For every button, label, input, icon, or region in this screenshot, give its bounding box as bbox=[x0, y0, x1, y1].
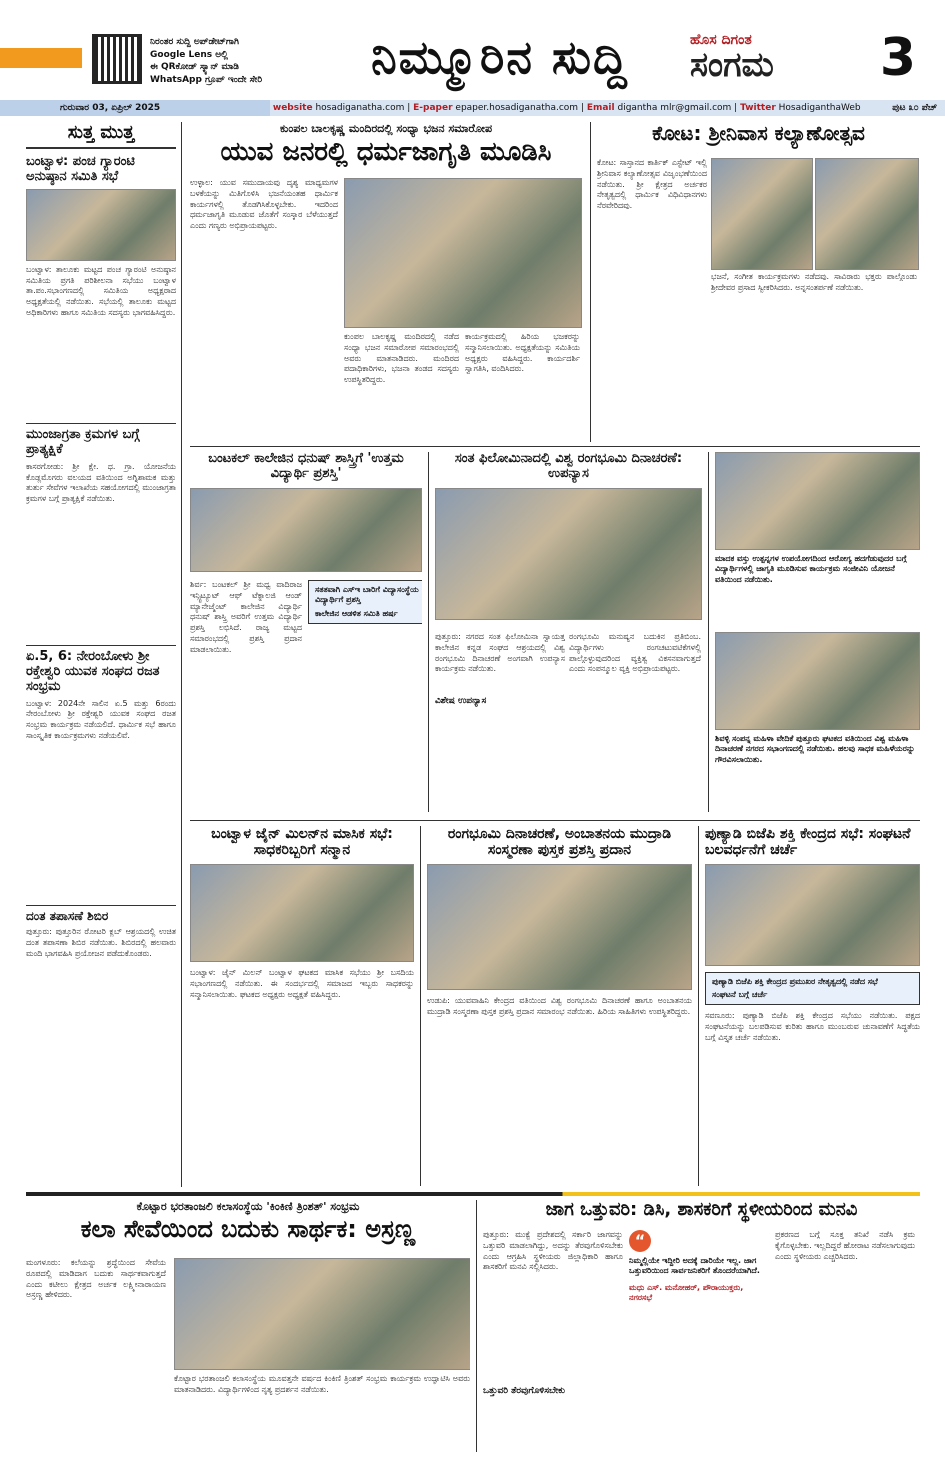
dhanush-photo bbox=[190, 488, 422, 572]
theatre-story bbox=[428, 452, 702, 812]
right-photo-stack bbox=[708, 452, 920, 812]
website-link[interactable]: hosadiganatha.com bbox=[315, 103, 405, 113]
twitter-link[interactable]: HosadiganthaWeb bbox=[778, 103, 861, 113]
main1-headline: ಯುವ ಜನರಲ್ಲಿ ಧರ್ಮಜಾಗೃತಿ ಮೂಡಿಸಿ bbox=[220, 137, 552, 167]
issue-date: ಗುರುವಾರ 03, ಏಪ್ರಿಲ್ 2025 bbox=[0, 100, 270, 116]
info-bar: ಗುರುವಾರ 03, ಏಪ್ರಿಲ್ 2025 website hosadiganatha.com | E-paper epaper.hosadiganatha.com | Email digantha mlr@gmail.com | Twitter HosadiganthaWeb ಪುಟ ೩೦ ಪೆಚ್ bbox=[0, 100, 945, 116]
dhanush-box-item-1: ಸತತವಾಗಿ ಎಸ್‌ಇ ಬಾರಿಗೆ ವಿದ್ಯಾಸಂಸ್ಥೆಯ ವಿದ್ಯಾರ್ಥಿಗೆ ಪ್ರಶಸ್ತಿ bbox=[315, 585, 419, 604]
bjp-highlight-box bbox=[705, 972, 920, 1005]
main1-body-1: ಉಳ್ಳಾಲ: ಯುವ ಸಮುದಾಯವು ದೃಶ್ಯ ಮಾಧ್ಯಮಗಳ ಬಳಕೆಯನ್ನು ಮಿತಿಗೊಳಿಸಿ ಭಜನೆಯಂತಹ ಧಾರ್ಮಿಕ ಕಾರ್ಯಗಳಲ್ಲಿ ತೊಡಗಿಸಿಕೊಳ್ಳಬೇಕು. ಇದರಿಂದ ಧರ್ಮಜಾಗೃತಿ ಮೂಡುವ ಜೊತೆಗೆ ಸಂಸ್ಕಾರ ಬೆಳೆಯುತ್ತದೆ ಎಂದು ಗಣ್ಯರು ಅಭಿಪ್ರಾಯಪಟ್ಟರು. bbox=[190, 178, 338, 231]
epaper-label: E-paper bbox=[413, 103, 453, 113]
kala-photo bbox=[174, 1258, 470, 1370]
bjp-box-item-2: ಸಂಘಟನೆ ಬಗ್ಗೆ ಚರ್ಚೆ bbox=[712, 990, 768, 1000]
jaga-subhead: ಒತ್ತುವರಿ ತೆರವುಗೊಳಿಸಬೇಕು bbox=[483, 1386, 566, 1396]
theatre-body-2: ರಂಗಭೂಮಿ ಮನುಷ್ಯನ ಬದುಕಿನ ಪ್ರತಿಬಿಂಬ. ವಿದ್ಯಾರ್ಥಿಗಳು ರಂಗಚಟುವಟಿಕೆಗಳಲ್ಲಿ ಪಾಲ್ಗೊಳ್ಳುವುದರಿಂದ ವ್ಯಕ್ತಿತ್ವ ವಿಕಸನವಾಗುತ್ತದೆ ಎಂದು ಸಂಪನ್ಮೂಲ ವ್ಯಕ್ತಿ ಅಭಿಪ್ರಾಯಪಟ್ಟರು. bbox=[569, 632, 701, 674]
sutta-headline-4: ದಂತ ತಪಾಸಣೆ ಶಿಬಿರ bbox=[26, 905, 176, 924]
jain-story bbox=[190, 826, 414, 1186]
kota-photo-1 bbox=[711, 158, 813, 270]
kala-headline: ಕಲಾ ಸೇವೆಯಿಂದ ಬದುಕು ಸಾರ್ಥಕ: ಅಸ್ರಣ್ಣ bbox=[80, 1215, 416, 1243]
sutta-headline-1: ಬಂಟ್ವಾಳ: ಪಂಚ ಗ್ಯಾರಂಟಿ ಅನುಷ್ಠಾನ ಸಮಿತಿ ಸಭೆ bbox=[26, 154, 135, 184]
main1-body-3: ಕಾರ್ಯಕ್ರಮದಲ್ಲಿ ಹಿರಿಯ ಭಜಕರನ್ನು ಸನ್ಮಾನಿಸಲಾಯಿತು. ಅಧ್ಯಕ್ಷತೆಯನ್ನು ಸಮಿತಿಯ ಅಧ್ಯಕ್ಷರು ವಹಿಸಿದ್ದರು. ಕಾರ್ಯದರ್ಶಿ ಸ್ವಾಗತಿಸಿ, ವಂದಿಸಿದರು. bbox=[465, 332, 580, 374]
right-caption-1: ಮಾದಕ ವಸ್ತು ಉತ್ಪನ್ನಗಳ ಉಪಯೋಗದಿಂದ ಆರೋಗ್ಯ ಹದಗೆಡುವುದರ ಬಗ್ಗೆ ವಿದ್ಯಾರ್ಥಿಗಳಲ್ಲಿ ಜಾಗೃತಿ ಮೂಡಿಸುವ ಕಾರ್ಯಕ್ರಮ ಸಂಜೀವಿನಿ ಯೋಜನೆ ವತಿಯಿಂದ ನಡೆಯಿತು. bbox=[715, 554, 907, 584]
dhanush-story bbox=[190, 452, 422, 812]
right-photo-1 bbox=[715, 452, 920, 550]
bjp-headline: ಪುಣ್ಯಾಡಿ ಬಿಜೆಪಿ ಶಕ್ತಿ ಕೇಂದ್ರದ ಸಭೆ: ಸಂಘಟನೆ ಬಲವರ್ಧನೆಗೆ ಚರ್ಚೆ bbox=[705, 826, 911, 859]
jaga-quote-box bbox=[629, 1230, 769, 1380]
brand-block bbox=[690, 32, 860, 85]
kala-story bbox=[26, 1200, 470, 1452]
ambatanaya-story bbox=[420, 826, 692, 1186]
main1-body-2: ಕುಂಪಲ ಬಾಲಕೃಷ್ಣ ಮಂದಿರದಲ್ಲಿ ನಡೆದ ಸಂಧ್ಯಾ ಭಜನ ಸಮಾರೋಪ ಸಮಾರಂಭದಲ್ಲಿ ಅವರು ಮಾತನಾಡಿದರು. ಮಂದಿರದ ಪದಾಧಿಕಾರಿಗಳು, ಭಜನಾ ತಂಡದ ಸದಸ್ಯರು ಉಪಸ್ಥಿತರಿದ್ದರು. bbox=[344, 332, 459, 385]
kala-body-2: ಕೊಟ್ಟಾರ ಭರತಾಂಜಲಿ ಕಲಾಸಂಸ್ಥೆಯ ಮೂವತ್ತನೇ ವರ್ಷದ ಕಿಂಕಿಣಿ ತ್ರಿಂಶತ್ ಸಂಭ್ರಮ ಕಾರ್ಯಕ್ರಮ ಉದ್ಘಾಟಿಸಿ ಅವರು ಮಾತನಾಡಿದರು. ವಿದ್ಯಾರ್ಥಿಗಳಿಂದ ನೃತ್ಯ ಪ್ರದರ್ಶನ ನಡೆಯಿತು. bbox=[174, 1374, 470, 1394]
jain-body: ಬಂಟ್ವಾಳ: ಜೈನ್ ಮಿಲನ್ ಬಂಟ್ವಾಳ ಘಟಕದ ಮಾಸಿಕ ಸಭೆಯು ಶ್ರೀ ಬಸದಿಯ ಸಭಾಂಗಣದಲ್ಲಿ ನಡೆಯಿತು. ಈ ಸಂದರ್ಭದಲ್ಲಿ ಸಮಾಜದ ಇಬ್ಬರು ಸಾಧಕರನ್ನು ಸನ್ಮಾನಿಸಲಾಯಿತು. ಘಟಕದ ಅಧ್ಯಕ್ಷರು ಅಧ್ಯಕ್ಷತೆ ವಹಿಸಿದ್ದರು. bbox=[190, 968, 414, 999]
jaga-quote-author: ಮಧು ಎಸ್. ಮನೋಹರ್, ಪೌರಾಯುಕ್ತರು, ನಗರಸಭೆ bbox=[629, 1282, 744, 1302]
jaga-quote: ನಿಮ್ಮಲ್ಲಿಯೇ ಇದ್ದೀರಿ ಅದಕ್ಕೆ ದಾರಿಯೇ ಇಲ್ಲ. ಜಾಗ ಒತ್ತುವರಿಯಿಂದ ಸಾರ್ವಜನಿಕರಿಗೆ ತೊಂದರೆಯಾಗಿದೆ. bbox=[629, 1256, 760, 1276]
masthead bbox=[0, 0, 945, 100]
promo-line-2: Google Lens ಅಲ್ಲಿ bbox=[150, 49, 228, 60]
sutta-body-3: ಬಂಟ್ವಾಳ: 2024ನೇ ಸಾಲಿನ ಏ.5 ಮತ್ತು 6ರಂದು ನೇರಂಬೋಳು ಶ್ರೀ ರಕ್ತೇಶ್ವರಿ ಯುವಕ ಸಂಘದ ರಜತ ಸಂಭ್ರಮ ಕಾರ್ಯಕ್ರಮ ನಡೆಯಲಿದೆ. ಧಾರ್ಮಿಕ ಸಭೆ ಹಾಗೂ ಸಾಂಸ್ಕೃತಿಕ ಕಾರ್ಯಕ್ರಮಗಳು ನಡೆಯಲಿವೆ. bbox=[26, 698, 176, 740]
main-story-1 bbox=[190, 122, 582, 442]
dhanush-body: ಶಿರ್ವ: ಬಂಟಕಲ್ ಶ್ರೀ ಮಧ್ವ ವಾದಿರಾಜ ಇನ್ಸ್ಟಿಟ್ಯೂಟ್ ಆಫ್ ಟೆಕ್ನಾಲಜಿ ಆಂಡ್ ಮ್ಯಾನೇಜ್ಮೆಂಟ್ ಕಾಲೇಜಿನ ವಿದ್ಯಾರ್ಥಿ ಧನುಷ್ ಶಾಸ್ತ್ರಿ ಅವರಿಗೆ ಉತ್ತಮ ವಿದ್ಯಾರ್ಥಿ ಪ್ರಶಸ್ತಿ ಲಭಿಸಿದೆ. ರಾಜ್ಯ ಮಟ್ಟದ ಸಮಾರಂಭದಲ್ಲಿ ಪ್ರಶಸ್ತಿ ಪ್ರದಾನ ಮಾಡಲಾಯಿತು. bbox=[190, 580, 302, 654]
promo-line-4: WhatsApp ಗ್ರೂಪ್ ಇಂದೇ ಸೇರಿ bbox=[150, 74, 263, 85]
orange-accent-bar bbox=[0, 48, 82, 68]
theatre-subhead: ವಿಶೇಷ ಉಪನ್ಯಾಸ bbox=[435, 696, 487, 706]
jaga-story bbox=[476, 1200, 920, 1452]
twitter-label: Twitter bbox=[740, 103, 776, 113]
section-divider bbox=[190, 446, 920, 447]
sutta-photo-1 bbox=[26, 189, 176, 261]
email-link[interactable]: digantha mlr@gmail.com bbox=[617, 103, 732, 113]
website-label: website bbox=[272, 103, 313, 113]
kala-kicker: ಕೊಟ್ಟಾರ ಭರತಾಂಜಲಿ ಕಲಾಸಂಸ್ಥೆಯ 'ಕಿಂಕಿಣಿ ತ್ರಿಂಶತ್' ಸಂಭ್ರಮ bbox=[136, 1200, 360, 1213]
brand-small: ಹೊಸ ದಿಗಂತ bbox=[690, 32, 752, 48]
dhanush-highlight-box bbox=[308, 580, 422, 624]
theatre-headline: ಸಂತ ಫಿಲೋಮಿನಾದಲ್ಲಿ ವಿಶ್ವ ರಂಗಭೂಮಿ ದಿನಾಚರಣೆ: ಉಪನ್ಯಾಸ bbox=[454, 452, 683, 481]
jain-photo bbox=[190, 864, 414, 962]
promo-line-1: ನಿರಂತರ ಸುದ್ದಿ ಅಪ್‌ಡೇಟ್‌ಗಾಗಿ bbox=[150, 37, 239, 47]
epaper-link[interactable]: epaper.hosadiganatha.com bbox=[455, 103, 579, 113]
jain-headline: ಬಂಟ್ವಾಳ ಜೈನ್ ಮಿಲನ್‌ನ ಮಾಸಿಕ ಸಭೆ: ಸಾಧಕರಿಬ್ಬರಿಗೆ ಸನ್ಮಾನ bbox=[211, 826, 393, 859]
sutta-headline-3: ಏ.5, 6: ನೇರಂಬೋಳು ಶ್ರೀ ರಕ್ತೇಶ್ವರಿ ಯುವಕ ಸಂಘದ ರಜತ ಸಂಭ್ರಮ bbox=[26, 645, 176, 695]
quote-icon: “ bbox=[629, 1230, 651, 1252]
email-label: Email bbox=[586, 103, 615, 113]
main1-photo bbox=[344, 178, 582, 328]
bjp-body: ಸವಣೂರು: ಪುಣ್ಯಾಡಿ ಬಿಜೆಪಿ ಶಕ್ತಿ ಕೇಂದ್ರದ ಸಭೆಯು ನಡೆಯಿತು. ಪಕ್ಷದ ಸಂಘಟನೆಯನ್ನು ಬಲಪಡಿಸುವ ಕುರಿತು ಹಾಗೂ ಮುಂಬರುವ ಚುನಾವಣೆಗೆ ಸಿದ್ಧತೆಯ ಬಗ್ಗೆ ವಿಸ್ತೃತ ಚರ್ಚೆ ನಡೆಯಿತು. bbox=[705, 1011, 920, 1042]
brand-big: ಸಂಗಮ bbox=[690, 45, 774, 85]
page-number: 3 bbox=[879, 28, 917, 88]
jaga-body-2: ಪ್ರಕರಣದ ಬಗ್ಗೆ ಸೂಕ್ತ ತನಿಖೆ ನಡೆಸಿ ಕ್ರಮ ಕೈಗೊಳ್ಳಬೇಕು. ಇಲ್ಲದಿದ್ದರೆ ಹೋರಾಟ ನಡೆಸಲಾಗುವುದು ಎಂದು ಸ್ಥಳೀಯರು ಎಚ್ಚರಿಸಿದರು. bbox=[775, 1230, 915, 1261]
kota-photo-2 bbox=[815, 158, 919, 270]
sutta-headline-2: ಮುಂಜಾಗ್ರತಾ ಕ್ರಮಗಳ ಬಗ್ಗೆ ಪ್ರಾತ್ಯಕ್ಷಿಕೆ bbox=[26, 423, 176, 458]
bjp-story bbox=[698, 826, 920, 1186]
ambatanaya-headline: ರಂಗಭೂಮಿ ದಿನಾಚರಣೆ, ಅಂಬಾತನಯ ಮುದ್ರಾಡಿ ಸಂಸ್ಮರಣಾ ಪುಸ್ತಕ ಪ್ರಶಸ್ತಿ ಪ್ರದಾನ bbox=[447, 826, 672, 859]
column-divider bbox=[181, 122, 182, 1187]
right-photo-2 bbox=[715, 632, 920, 730]
sutta-column bbox=[26, 122, 176, 1187]
jaga-body-1: ಪುತ್ತೂರು: ಮುಕ್ವೆ ಪ್ರದೇಶದಲ್ಲಿ ಸರ್ಕಾರಿ ಜಾಗವನ್ನು ಒತ್ತುವರಿ ಮಾಡಲಾಗಿದ್ದು, ಅದನ್ನು ತೆರವುಗೊಳಿಸಬೇಕು ಎಂದು ಆಗ್ರಹಿಸಿ ಸ್ಥಳೀಯರು ಜಿಲ್ಲಾಧಿಕಾರಿ ಹಾಗೂ ಶಾಸಕರಿಗೆ ಮನವಿ ಸಲ್ಲಿಸಿದರು. bbox=[483, 1230, 623, 1272]
qr-code-icon bbox=[92, 34, 142, 84]
ambatanaya-body: ಉಡುಪಿ: ಯುವವಾಹಿನಿ ಕೇಂದ್ರದ ವತಿಯಿಂದ ವಿಶ್ವ ರಂಗಭೂಮಿ ದಿನಾಚರಣೆ ಹಾಗೂ ಅಂಬಾತನಯ ಮುದ್ರಾಡಿ ಸಂಸ್ಮರಣಾ ಪುಸ್ತಕ ಪ್ರಶಸ್ತಿ ಪ್ರದಾನ ಸಮಾರಂಭ ನಡೆಯಿತು. ಹಿರಿಯ ಸಾಹಿತಿಗಳು ಉಪಸ್ಥಿತರಿದ್ದರು. bbox=[427, 996, 692, 1016]
bjp-photo bbox=[705, 864, 920, 966]
kota-body-1: ಕೋಟ: ಸಾಸ್ತಾನದ ಕಾರ್ತಿಕ್ ಎಸ್ಟೇಟ್ ಇಲ್ಲಿ ಶ್ರೀನಿವಾಸ ಕಲ್ಯಾಣೋತ್ಸವ ವಿಜೃಂಭಣೆಯಿಂದ ನಡೆಯಿತು. ಶ್ರೀ ಕ್ಷೇತ್ರದ ಅರ್ಚಕರ ನೇತೃತ್ವದಲ್ಲಿ ಧಾರ್ಮಿಕ ವಿಧಿವಿಧಾನಗಳು ನೆರವೇರಿದವು. bbox=[597, 158, 707, 211]
right-caption-2: ಶಿವಳ್ಳಿ ಸಂಪನ್ನ ಮಹಿಳಾ ವೇದಿಕೆ ಪುತ್ತೂರು ಘಟಕದ ವತಿಯಿಂದ ವಿಶ್ವ ಮಹಿಳಾ ದಿನಾಚರಣೆ ನಗರದ ಸಭಾಂಗಣದಲ್ಲಿ ನಡೆಯಿತು. ಹಲವು ಸಾಧಕ ಮಹಿಳೆಯರನ್ನು ಗೌರವಿಸಲಾಯಿತು. bbox=[715, 734, 915, 764]
theatre-body-1: ಪುತ್ತೂರು: ನಗರದ ಸಂತ ಫಿಲೋಮಿನಾ ಸ್ವಾಯತ್ತ ಕಾಲೇಜಿನ ಕನ್ನಡ ಸಂಘದ ಆಶ್ರಯದಲ್ಲಿ ವಿಶ್ವ ರಂಗಭೂಮಿ ದಿನಾಚರಣೆ ಅಂಗವಾಗಿ ಉಪನ್ಯಾಸ ಕಾರ್ಯಕ್ರಮ ನಡೆಯಿತು. bbox=[435, 632, 565, 674]
sutta-body-2: ಕಾಸರಗೋಡು: ಶ್ರೀ ಕ್ಷೇ. ಧ. ಗ್ರಾ. ಯೋಜನೆಯ ಕೊಡ್ಲಮೊಗರು ವಲಯದ ವತಿಯಿಂದ ಅಗ್ನಿಶಾಮಕ ಮತ್ತು ತುರ್ತು ಸೇವೆಗಳ ಇಲಾಖೆಯ ಸಹಯೋಗದಲ್ಲಿ ಮುಂಜಾಗ್ರತಾ ಕ್ರಮಗಳ ಬಗ್ಗೆ ಪ್ರಾತ್ಯಕ್ಷಿಕೆ ನಡೆಯಿತು. bbox=[26, 461, 176, 504]
jaga-headline: ಜಾಗ ಒತ್ತುವರಿ: ಡಿಸಿ, ಶಾಸಕರಿಗೆ ಸ್ಥಳೀಯರಿಂದ ಮನವಿ bbox=[545, 1200, 858, 1220]
theatre-photo bbox=[435, 488, 702, 620]
kala-body-1: ಮಂಗಳೂರು: ಕಲೆಯನ್ನು ಶ್ರದ್ಧೆಯಿಂದ ಸೇವೆಯ ರೂಪದಲ್ಲಿ ಮಾಡಿದಾಗ ಬದುಕು ಸಾರ್ಥಕವಾಗುತ್ತದೆ ಎಂದು ಕಟೀಲು ಕ್ಷೇತ್ರದ ಅರ್ಚಕ ಲಕ್ಷ್ಮೀನಾರಾಯಣ ಅಸ್ರಣ್ಣ ಹೇಳಿದರು. bbox=[26, 1258, 166, 1300]
kota-headline: ಕೋಟ: ಶ್ರೀನಿವಾಸ ಕಲ್ಯಾಣೋತ್ಸವ bbox=[652, 122, 865, 145]
section-divider-2 bbox=[190, 820, 920, 821]
whatsapp-promo bbox=[150, 36, 300, 86]
dhanush-box-item-2: ಕಾಲೇಜಿನ ಆಡಳಿತ ಸಮಿತಿ ಹರ್ಷ bbox=[315, 609, 398, 618]
kota-body-2: ಭಜನೆ, ಸಂಗೀತ ಕಾರ್ಯಕ್ರಮಗಳು ನಡೆದವು. ಸಾವಿರಾರು ಭಕ್ತರು ಪಾಲ್ಗೊಂಡು ಶ್ರೀದೇವರ ಪ್ರಸಾದ ಸ್ವೀಕರಿಸಿದರು. ಅನ್ನಸಂತರ್ಪಣೆ ನಡೆಯಿತು. bbox=[711, 272, 917, 292]
bottom-color-divider bbox=[26, 1192, 920, 1196]
kota-story bbox=[590, 122, 920, 442]
sutta-body-1: ಬಂಟ್ವಾಳ: ತಾಲೂಕು ಮಟ್ಟದ ಪಂಚ ಗ್ಯಾರಂಟಿ ಅನುಷ್ಠಾನ ಸಮಿತಿಯ ಪ್ರಗತಿ ಪರಿಶೀಲನಾ ಸಭೆಯು ಬಂಟ್ವಾಳ ತಾ.ಪಂ.ಸಭಾಂಗಣದಲ್ಲಿ ಸಮಿತಿಯ ಅಧ್ಯಕ್ಷರಾದ ಅಧ್ಯಕ್ಷತೆಯಲ್ಲಿ ನಡೆಯಿತು. ಸಭೆಯಲ್ಲಿ ತಾಲೂಕು ಮಟ್ಟದ ಅಧಿಕಾರಿಗಳು ಹಾಗೂ ಸಮಿತಿಯ ಸದಸ್ಯರು ಭಾಗವಹಿಸಿದ್ದರು. bbox=[26, 264, 176, 318]
pages-label: ಪುಟ ೩೦ ಪೆಚ್ bbox=[892, 103, 937, 113]
sutta-title: ಸುತ್ತ ಮುತ್ತ bbox=[26, 122, 176, 149]
promo-line-3: ಈ QRಕೋಡ್‌ ಸ್ಕ್ಯಾನ್ ಮಾಡಿ bbox=[150, 62, 239, 73]
ambatanaya-photo bbox=[427, 864, 692, 990]
dhanush-headline: ಬಂಟಕಲ್ ಕಾಲೇಜಿನ ಧನುಷ್ ಶಾಸ್ತ್ರಿಗೆ 'ಉತ್ತಮ ವಿದ್ಯಾರ್ಥಿ ಪ್ರಶಸ್ತಿ' bbox=[208, 452, 404, 481]
newspaper-title: ನಿಮ್ಮೂರಿನ ಸುದ್ದಿ bbox=[371, 30, 629, 84]
bjp-box-item-1: ಪುಣ್ಯಾಡಿ ಬಿಜೆಪಿ ಶಕ್ತಿ ಕೇಂದ್ರದ ಪ್ರಮುಖರ ನೇತೃತ್ವದಲ್ಲಿ ನಡೆದ ಸಭೆ bbox=[712, 977, 878, 987]
main1-kicker: ಕುಂಪಲ ಬಾಲಕೃಷ್ಣ ಮಂದಿರದಲ್ಲಿ ಸಂಧ್ಯಾ ಭಜನ ಸಮಾರೋಪ bbox=[279, 122, 493, 135]
sutta-body-4: ಪುತ್ತೂರು: ಪುತ್ತೂರಿನ ರೋಟರಿ ಕ್ಲಬ್ ಆಶ್ರಯದಲ್ಲಿ ಉಚಿತ ದಂತ ತಪಾಸಣಾ ಶಿಬಿರ ನಡೆಯಿತು. ಶಿಬಿರದಲ್ಲಿ ಹಲವಾರು ಮಂದಿ ಭಾಗವಹಿಸಿ ಪ್ರಯೋಜನ ಪಡೆದುಕೊಂಡರು. bbox=[26, 927, 176, 958]
